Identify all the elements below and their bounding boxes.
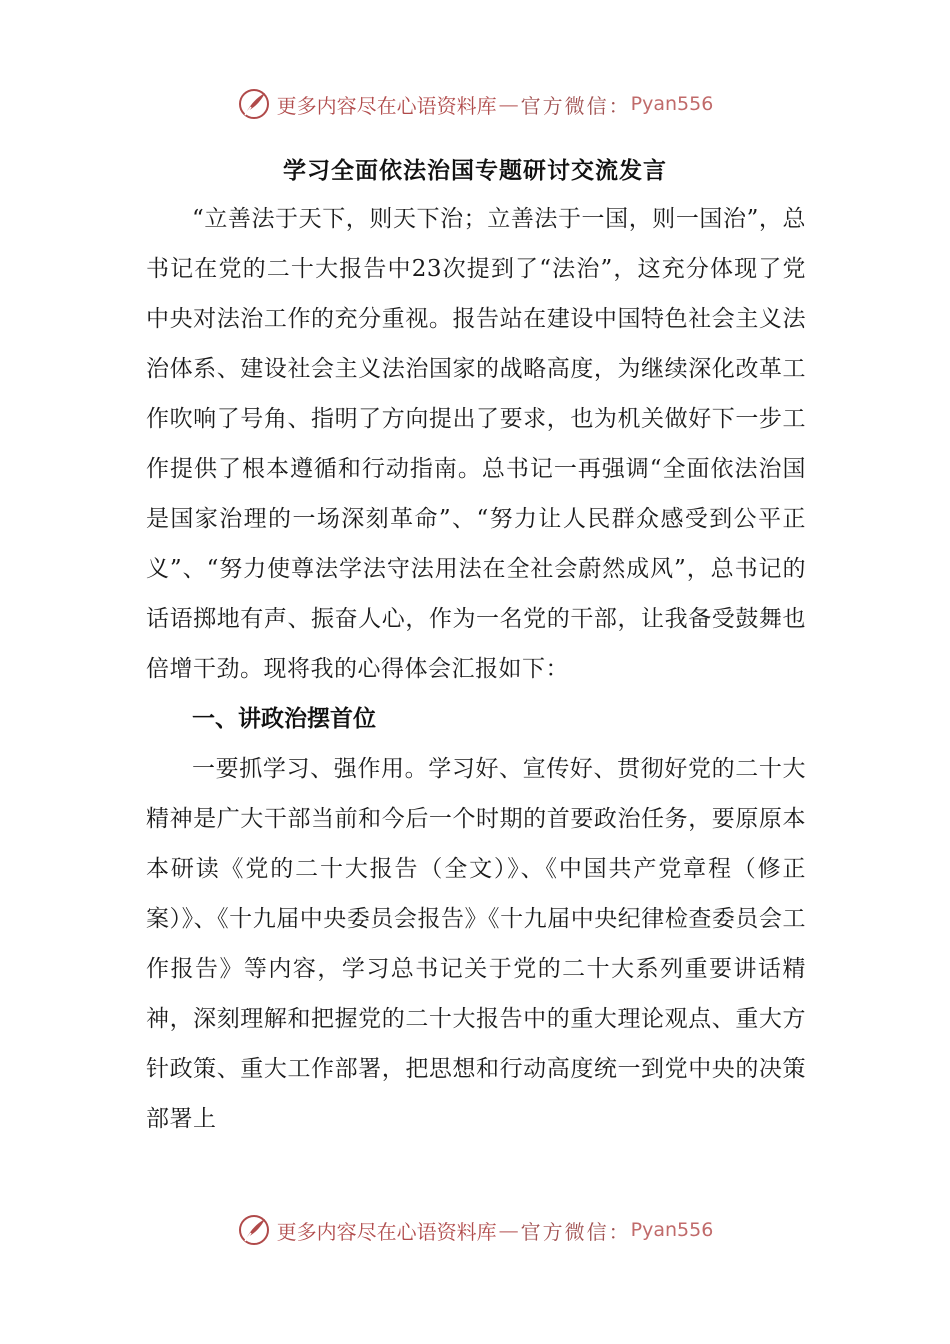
watermark-dash: — bbox=[498, 92, 519, 116]
intro-paragraph: “立善法于天下，则天下治；立善法于一国，则一国治”，总书记在党的二十大报告中23次提到了“法治”，这充分体现了党中央对法治工作的充分重视。报告站在建设中国特色社会主义法治体系、建设社会主义法治国家的战略高度，为继续深化改革工作吹响了号角、指明了方向提出了要求，也为机关做好下一步工作提供了根本遵循和行动指南。总书记一再强调“全面依法治国是国家治理的一场深刻革命”、“努力让人民群众感受到公平正义”、“努力使尊法学法守法用法在全社会蔚然成风”，总书记的话语掷地有声、振奋人心，作为一名党的干部，让我备受鼓舞也倍增干劲。现将我的心得体会汇报如下： bbox=[146, 206, 806, 682]
footer-watermark bbox=[0, 1210, 950, 1250]
pen-feather-logo-icon bbox=[237, 87, 271, 121]
watermark-wechat-label: 官方微信： bbox=[520, 93, 631, 118]
document-body bbox=[146, 194, 806, 1144]
watermark-dash: — bbox=[498, 1218, 519, 1242]
pen-feather-logo-icon bbox=[237, 1213, 271, 1247]
watermark-wechat-id: Pyan556 bbox=[630, 1219, 714, 1241]
watermark-wechat-id: Pyan556 bbox=[630, 93, 714, 115]
page-title: 学习全面依法治国专题研讨交流发言 bbox=[283, 158, 667, 184]
section-paragraph: 一要抓学习、强作用。学习好、宣传好、贯彻好党的二十大精神是广大干部当前和今后一个时期的首要政治任务，要原原本本研读《党的二十大报告（全文）》、《中国共产党章程（修正案）》、《十九届中央委员会报告》《十九届中央纪律检查委员会工作报告》等内容，学习总书记关于党的二十大系列重要讲话精神，深刻理解和把握党的二十大报告中的重大理论观点、重大方针政策、重大工作部署，把思想和行动高度统一到党中央的决策部署上 bbox=[146, 756, 806, 1132]
header-watermark bbox=[0, 84, 950, 124]
watermark-brand: 更多内容尽在心语资料库 bbox=[276, 1219, 497, 1244]
watermark-wechat-label: 官方微信： bbox=[520, 1219, 631, 1244]
section-heading: 一、讲政治摆首位 bbox=[192, 706, 376, 732]
watermark-brand: 更多内容尽在心语资料库 bbox=[276, 93, 497, 118]
